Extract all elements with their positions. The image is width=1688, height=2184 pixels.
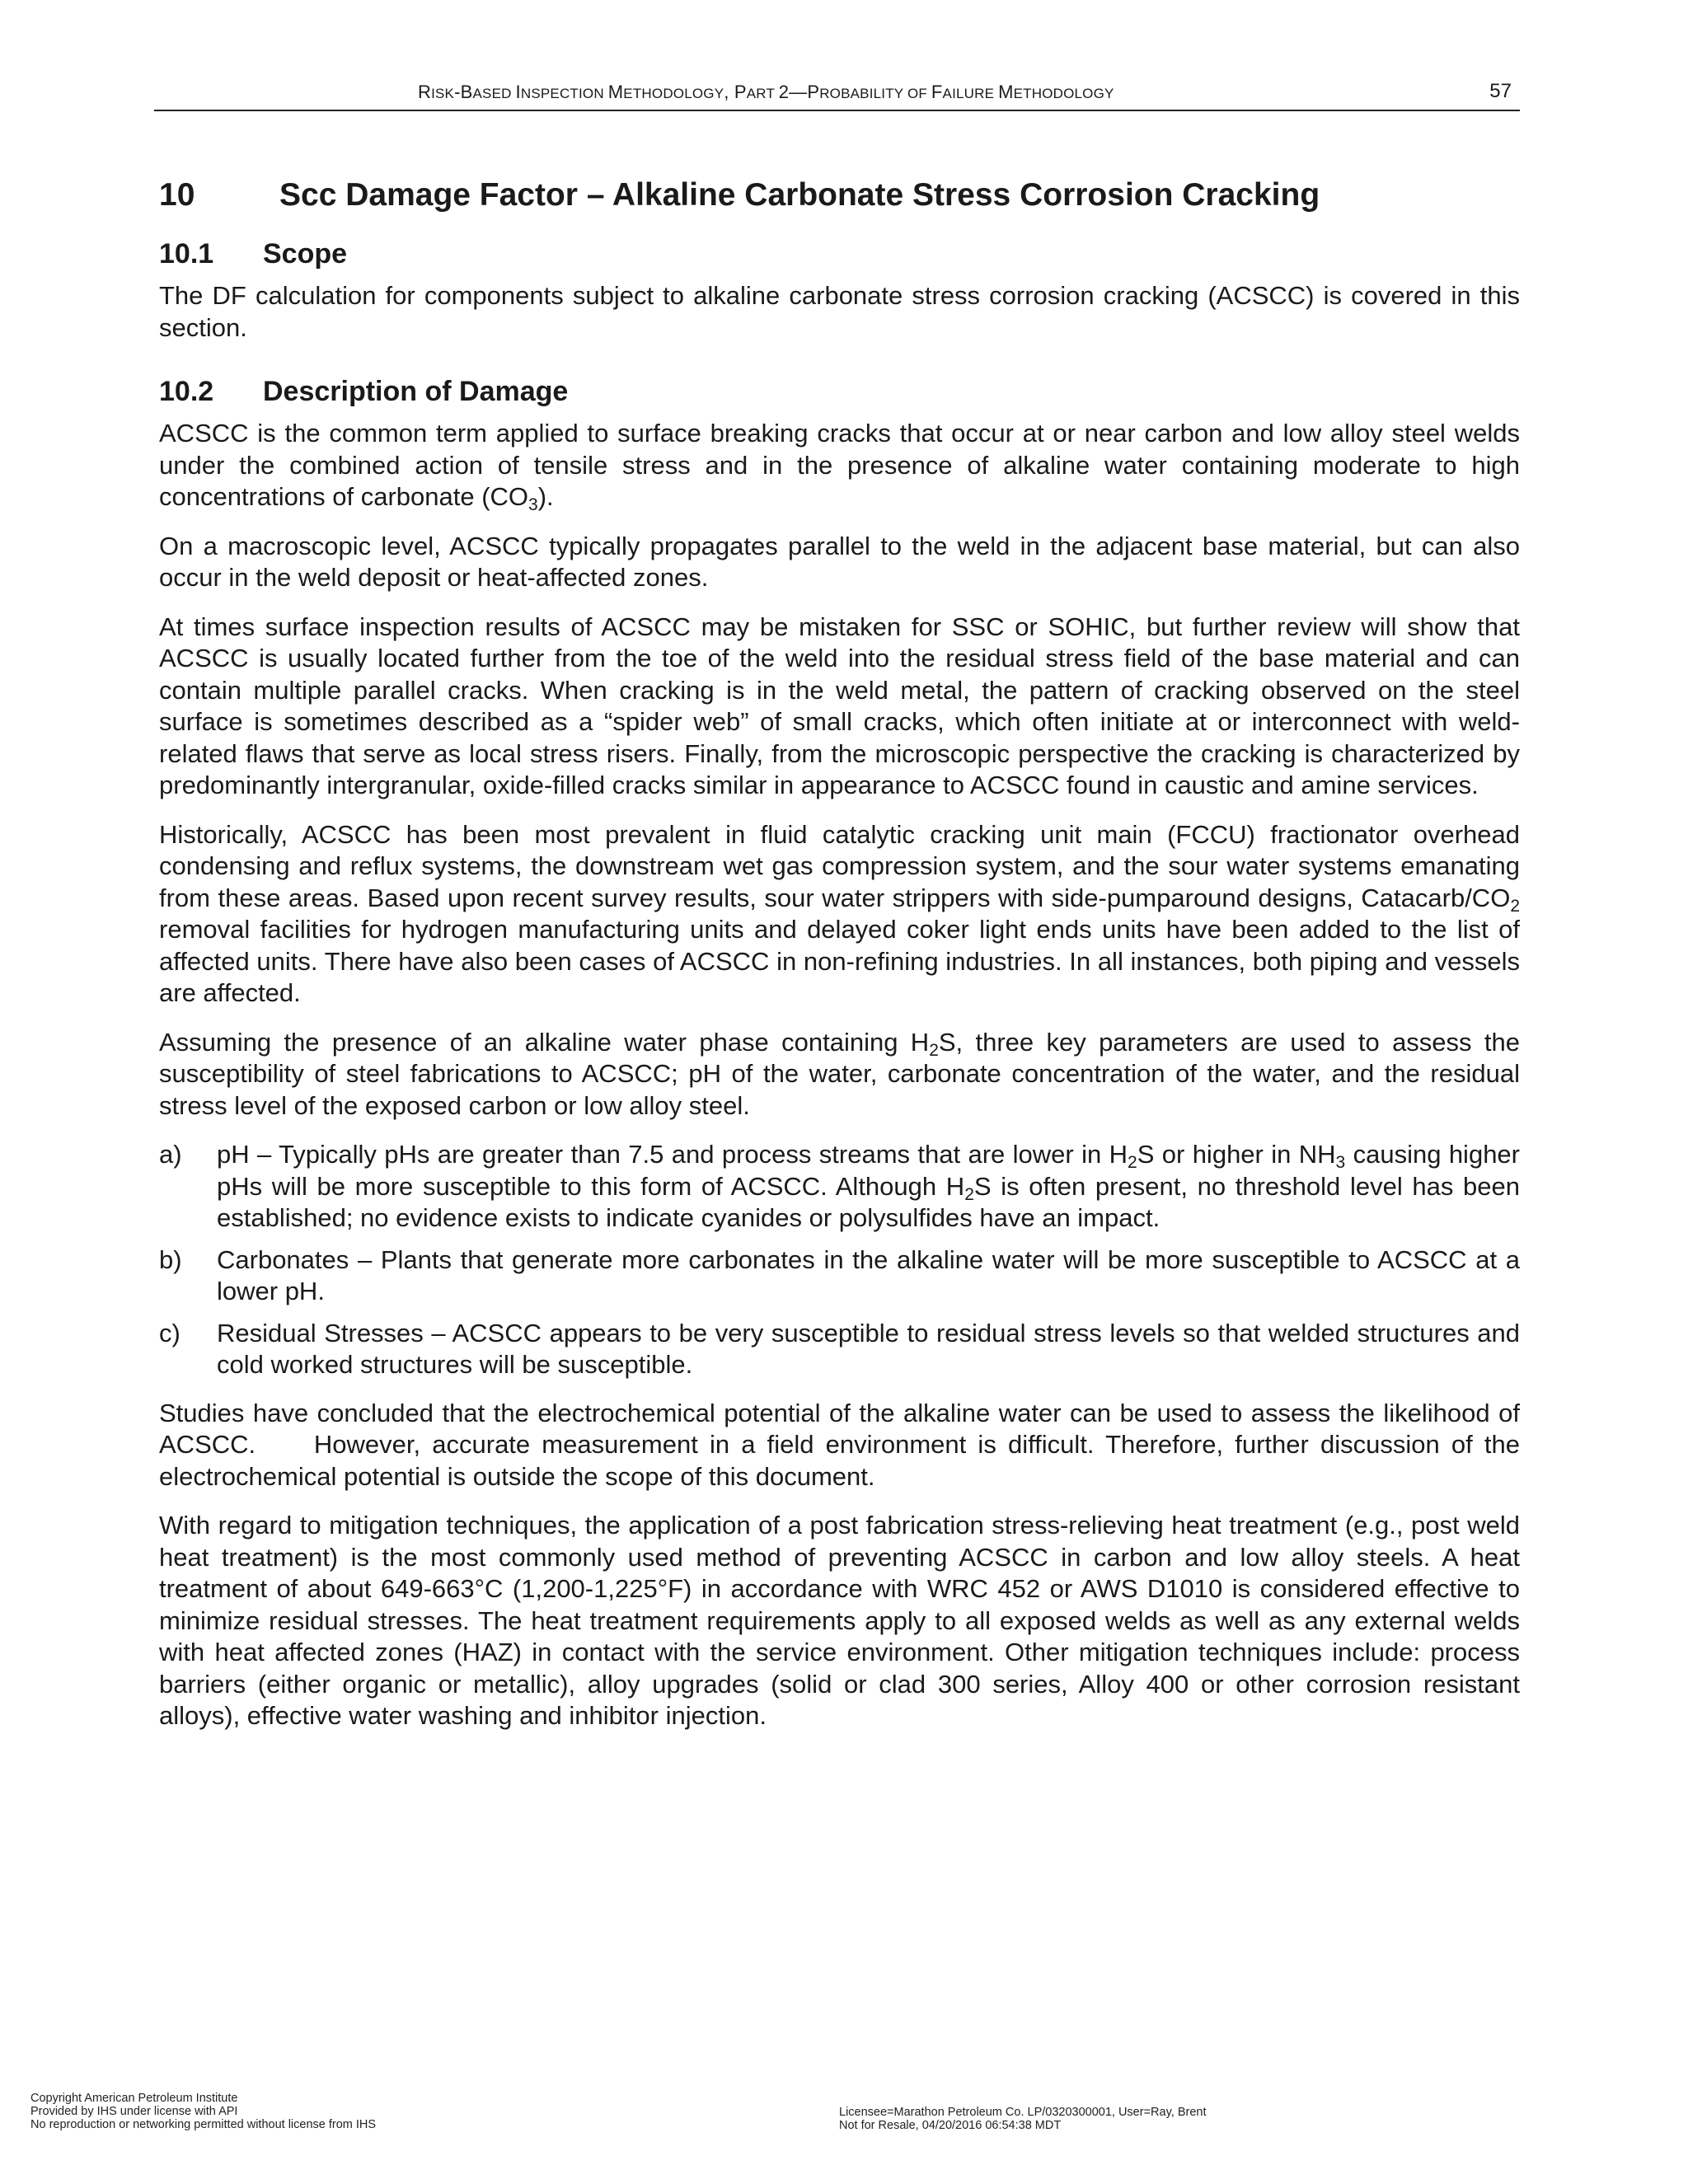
list-text: pH – Typically pHs are greater than 7.5 and process streams that are lower in $H_2S$ or higher in $NH_3$ causing higher pHs will be more susceptible to this form of ACSCC. Although $H_2S$ is often present, no threshold level has been established; no evidence exists to indicate cyanides or polysulfides have an impact. (217, 1140, 1520, 1232)
section-title: Scc Damage Factor – Alkaline Carbonate Stress Corrosion Cracking (279, 177, 1320, 213)
list-item (159, 1318, 1520, 1381)
page-content (159, 177, 1527, 1750)
subsection-heading-description (159, 376, 1520, 408)
subsection-title: Scope (263, 238, 348, 269)
list-marker: c) (159, 1318, 181, 1347)
list-item (159, 1139, 1520, 1235)
running-header (154, 78, 1520, 111)
list-marker: a) (159, 1140, 182, 1169)
list-text: Residual Stresses – ACSCC appears to be very susceptible to residual stress levels so that welded structures and cold worked structures will be susceptible. (217, 1318, 1520, 1379)
footer-license: Licensee=Marathon Petroleum Co. LP/0320300001, User=Ray, Brent Not for Resale, 04/20/2016 06:54:38 MDT (839, 2106, 1207, 2132)
paragraph: At times surface inspection results of ACSCC may be mistaken for SSC or SOHIC, but further review will show that ACSCC is usually located further from the toe of the weld into the residual stress field of the base material and can contain multiple parallel cracks. When cracking is in the weld metal, the pattern of cracking observed on the steel surface is sometimes described as a “spider web” of small cracks, which often initiate at or interconnect with weld-related flaws that serve as local stress risers. Finally, from the microscopic perspective the cracking is characterized by predominantly intergranular, oxide-filled cracks similar in appearance to ACSCC found in caustic and amine services. (159, 612, 1520, 799)
paragraph: On a macroscopic level, ACSCC typically propagates parallel to the weld in the adjacent base material, but can also occur in the weld deposit or heat-affected zones. (159, 531, 1520, 592)
paragraph: With regard to mitigation techniques, the application of a post fabrication stress-relieving heat treatment (e.g., post weld heat treatment) is the most commonly used method of preventing ACSCC in carbon and low alloy steels. A heat treatment of about 649-663°C (1,200-1,225°F) in accordance with WRC 452 or AWS D1010 is considered effective to minimize residual stresses. The heat treatment requirements apply to all exposed welds as well as any external welds with heat affected zones (HAZ) in contact with the service environment. Other mitigation techniques include: process barriers (either organic or metallic), alloy upgrades (solid or clad 300 series, Alloy 400 or other corrosion resistant alloys), effective water washing and inhibitor injection. (159, 1511, 1520, 1730)
running-title: RISK-BASED INSPECTION METHODOLOGY, PART 2—PROBABILITY OF FAILURE METHODOLOGY (418, 82, 1114, 102)
list-text: Carbonates – Plants that generate more carbonates in the alkaline water will be more susceptible to ACSCC at a lower pH. (217, 1244, 1520, 1305)
page-number: 57 (1489, 80, 1512, 102)
subsection-heading-scope (159, 238, 1520, 270)
subsection-number: 10.2 (159, 376, 214, 407)
parameter-list (159, 1139, 1520, 1381)
subsection-number: 10.1 (159, 238, 214, 269)
list-marker: b) (159, 1244, 182, 1274)
section-heading (159, 177, 1520, 213)
section-number: 10 (159, 177, 195, 213)
paragraph: Studies have concluded that the electrochemical potential of the alkaline water can be used to assess the likelihood of ACSCC. However, accurate measurement in a field environment is difficult. Therefore, further discussion of the electrochemical potential is outside the scope of this document. (159, 1398, 1527, 1491)
paragraph: ACSCC is the common term applied to surface breaking cracks that occur at or near carbon and low alloy steel welds under the combined action of tensile stress and in the presence of alkaline water containing moderate to high concentrations of carbonate $(CO_3)$. (159, 419, 1520, 514)
paragraph: Assuming the presence of an alkaline water phase containing $H_2S$, three key parameters are used to assess the susceptibility of steel fabrications to ACSCC; pH of the water, carbonate concentration of the water, and the residual stress level of the exposed carbon or low alloy steel. (159, 1027, 1520, 1120)
paragraph: Historically, ACSCC has been most prevalent in fluid catalytic cracking unit main (FCCU) fractionator overhead condensing and reflux systems, the downstream wet gas compression system, and the sour water systems emanating from these areas. Based upon recent survey results, sour water strippers with side-pumparound designs, Catacarb/$CO_2$ removal facilities for hydrogen manufacturing units and delayed coker light ends units have been added to the list of affected units. There have also been cases of ACSCC in non-refining industries. In all instances, both piping and vessels are affected. (159, 819, 1520, 1007)
footer-copyright: Copyright American Petroleum Institute Provided by IHS under license with API No reproduction or networking permitted without license from IHS (30, 2092, 377, 2131)
paragraph-scope: The DF calculation for components subject to alkaline carbonate stress corrosion cracking (ACSCC) is covered in this section. (159, 281, 1520, 342)
subsection-title: Description of Damage (263, 376, 569, 407)
list-item (159, 1244, 1520, 1308)
